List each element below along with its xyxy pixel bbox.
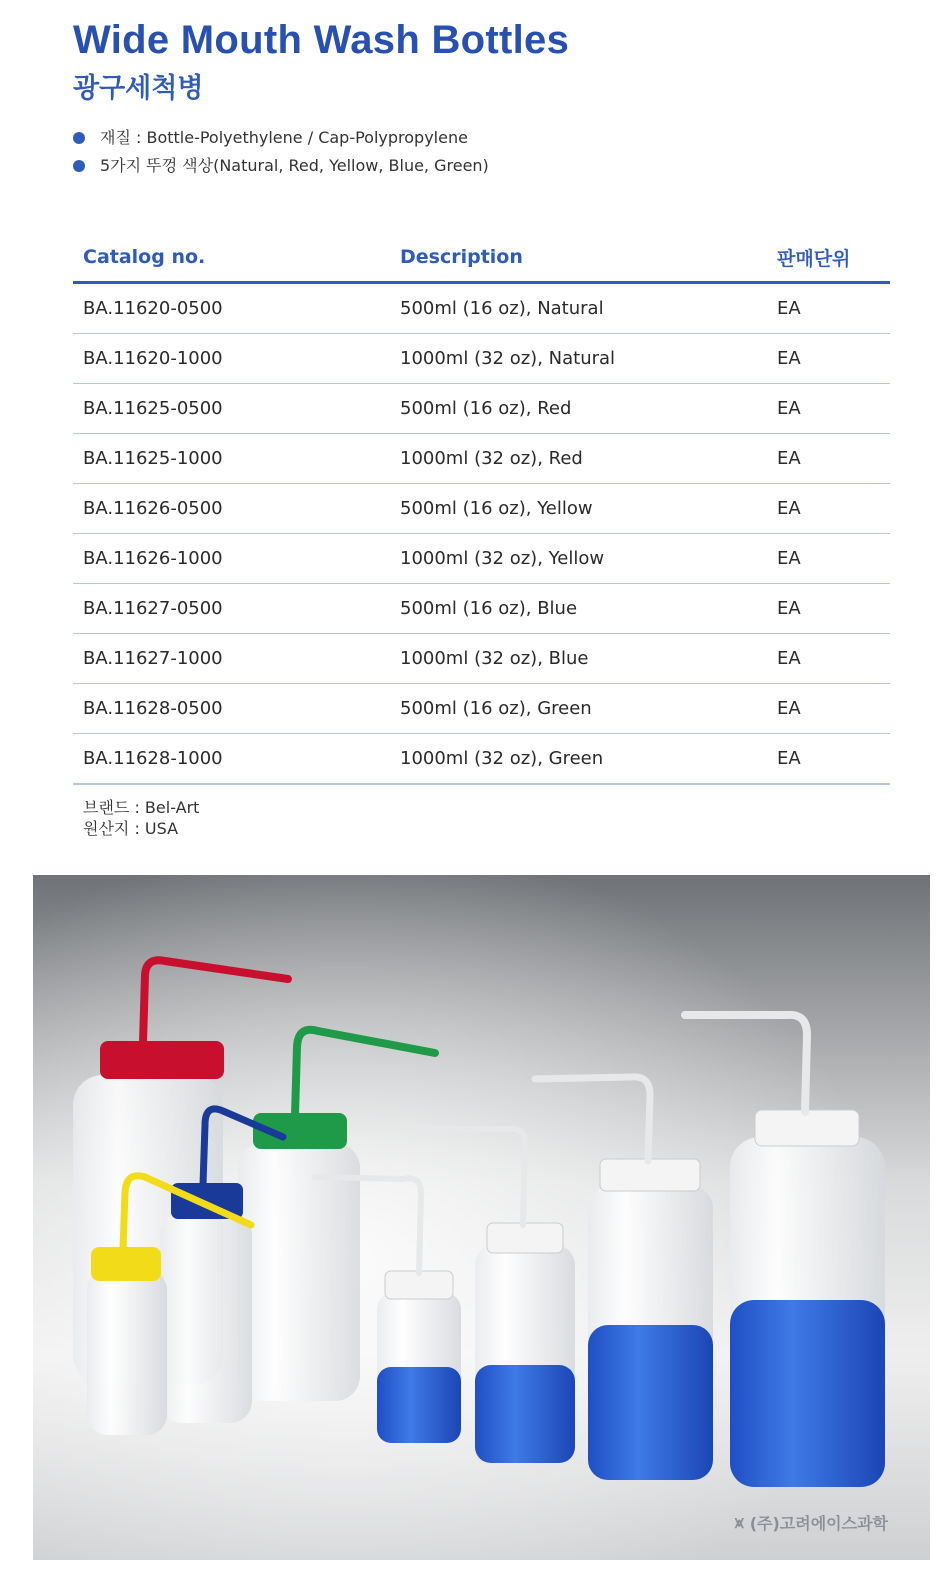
- wash-bottles-illustration: [33, 875, 930, 1560]
- description-cell: 500ml (16 oz), Natural: [390, 283, 767, 334]
- bullet-icon: [73, 160, 85, 172]
- table-row: [73, 534, 890, 584]
- catalog-table: [73, 233, 890, 785]
- unit-cell: EA: [767, 283, 890, 334]
- origin-text: 원산지 : USA: [83, 819, 179, 838]
- table-row: [73, 334, 890, 384]
- catalog-number-cell: BA.11625-0500: [73, 384, 390, 434]
- description-cell: 1000ml (32 oz), Red: [390, 434, 767, 484]
- description-cell: 500ml (16 oz), Green: [390, 684, 767, 734]
- column-header-description: Description: [390, 233, 767, 283]
- catalog-number-cell: BA.11620-1000: [73, 334, 390, 384]
- catalog-number-cell: BA.11626-1000: [73, 534, 390, 584]
- page-subtitle: 광구세척병: [73, 73, 204, 104]
- company-logo-icon: ⩙: [734, 1512, 744, 1532]
- catalog-number-cell: BA.11626-0500: [73, 484, 390, 534]
- unit-cell: EA: [767, 634, 890, 684]
- page-title: Wide Mouth Wash Bottles: [73, 18, 570, 62]
- unit-cell: EA: [767, 534, 890, 584]
- description-cell: 1000ml (32 oz), Yellow: [390, 534, 767, 584]
- feature-text: 5가지 뚜껑 색상(Natural, Red, Yellow, Blue, Green): [100, 156, 489, 175]
- catalog-number-cell: BA.11627-1000: [73, 634, 390, 684]
- table-row: [73, 684, 890, 734]
- description-cell: 500ml (16 oz), Blue: [390, 584, 767, 634]
- table-row: [73, 283, 890, 334]
- catalog-number-cell: BA.11628-0500: [73, 684, 390, 734]
- feature-item-material: [73, 124, 489, 152]
- unit-cell: EA: [767, 384, 890, 434]
- table-row: [73, 434, 890, 484]
- table-row: [73, 584, 890, 634]
- table-row: [73, 734, 890, 785]
- feature-list: [73, 124, 489, 180]
- unit-cell: EA: [767, 734, 890, 785]
- table-row: [73, 484, 890, 534]
- unit-cell: EA: [767, 484, 890, 534]
- company-watermark: [735, 1511, 888, 1534]
- description-cell: 1000ml (32 oz), Blue: [390, 634, 767, 684]
- watermark-text: (주)고려에이스과학: [749, 1514, 888, 1533]
- table-row: [73, 634, 890, 684]
- product-origin-info: [83, 797, 199, 839]
- brand-text: 브랜드 : Bel-Art: [83, 798, 200, 817]
- table-row: [73, 384, 890, 434]
- description-cell: 1000ml (32 oz), Green: [390, 734, 767, 785]
- unit-cell: EA: [767, 434, 890, 484]
- description-cell: 1000ml (32 oz), Natural: [390, 334, 767, 384]
- column-header-catalog: Catalog no.: [73, 233, 390, 283]
- description-cell: 500ml (16 oz), Red: [390, 384, 767, 434]
- feature-text: 재질 : Bottle-Polyethylene / Cap-Polypropylene: [100, 128, 468, 147]
- catalog-number-cell: BA.11627-0500: [73, 584, 390, 634]
- unit-cell: EA: [767, 584, 890, 634]
- table-header-row: [73, 233, 890, 283]
- bullet-icon: [73, 132, 85, 144]
- product-photo: [33, 875, 930, 1560]
- catalog-number-cell: BA.11625-1000: [73, 434, 390, 484]
- column-header-unit: 판매단위: [767, 233, 890, 283]
- unit-cell: EA: [767, 684, 890, 734]
- feature-item-cap-colors: [73, 152, 489, 180]
- catalog-number-cell: BA.11628-1000: [73, 734, 390, 785]
- description-cell: 500ml (16 oz), Yellow: [390, 484, 767, 534]
- unit-cell: EA: [767, 334, 890, 384]
- catalog-number-cell: BA.11620-0500: [73, 283, 390, 334]
